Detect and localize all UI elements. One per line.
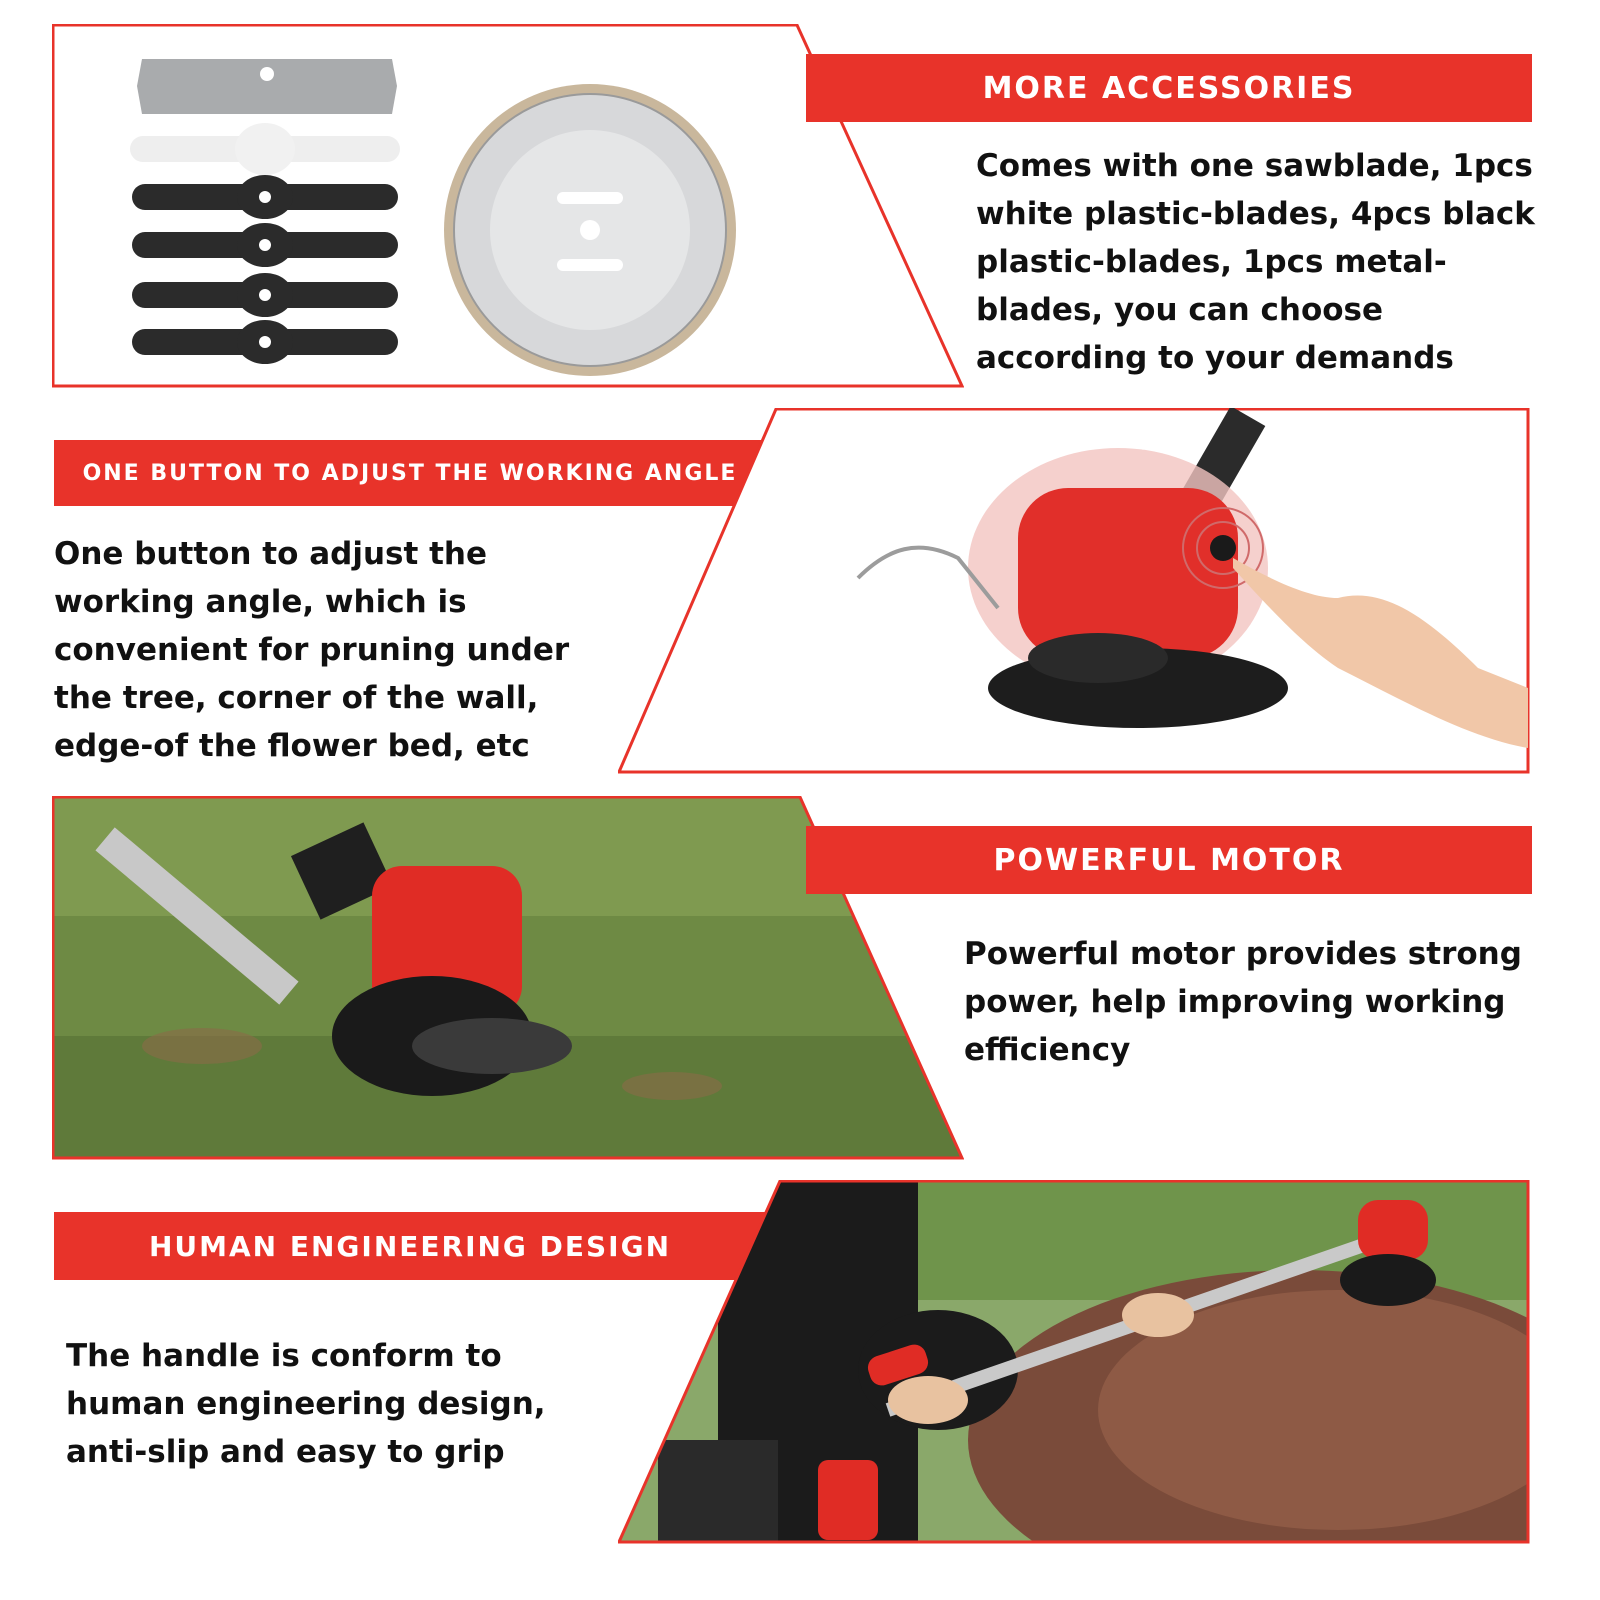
sawblade-icon [444,84,736,376]
working-angle-description: One button to adjust the working angle, which is convenient for pruning under the tree, corner of the wall, edge-of the flower bed, etc [54,536,570,764]
accessories-description: Comes with one sawblade, 1pcs white plastic-blades, 4pcs black plastic-blades, 1pcs metal-blades, you can choose according to your demands [976,148,1535,376]
metal-blade-icon [137,59,397,114]
angle-adjust-image-panel [618,408,1530,774]
powerful-motor-banner: POWERFUL MOTOR [806,826,1532,894]
more-accessories-banner: MORE ACCESSORIES [806,54,1532,122]
human-engineering-description: The handle is conform to human engineering design, anti-slip and easy to grip [66,1338,546,1470]
hedge-trimming-image-panel [618,1180,1530,1544]
human-engineering-banner: HUMAN ENGINEERING DESIGN [54,1212,766,1280]
working-angle-banner: ONE BUTTON TO ADJUST THE WORKING ANGLE [54,440,766,506]
powerful-motor-description: Powerful motor provides strong power, help improving working efficiency [964,936,1522,1068]
